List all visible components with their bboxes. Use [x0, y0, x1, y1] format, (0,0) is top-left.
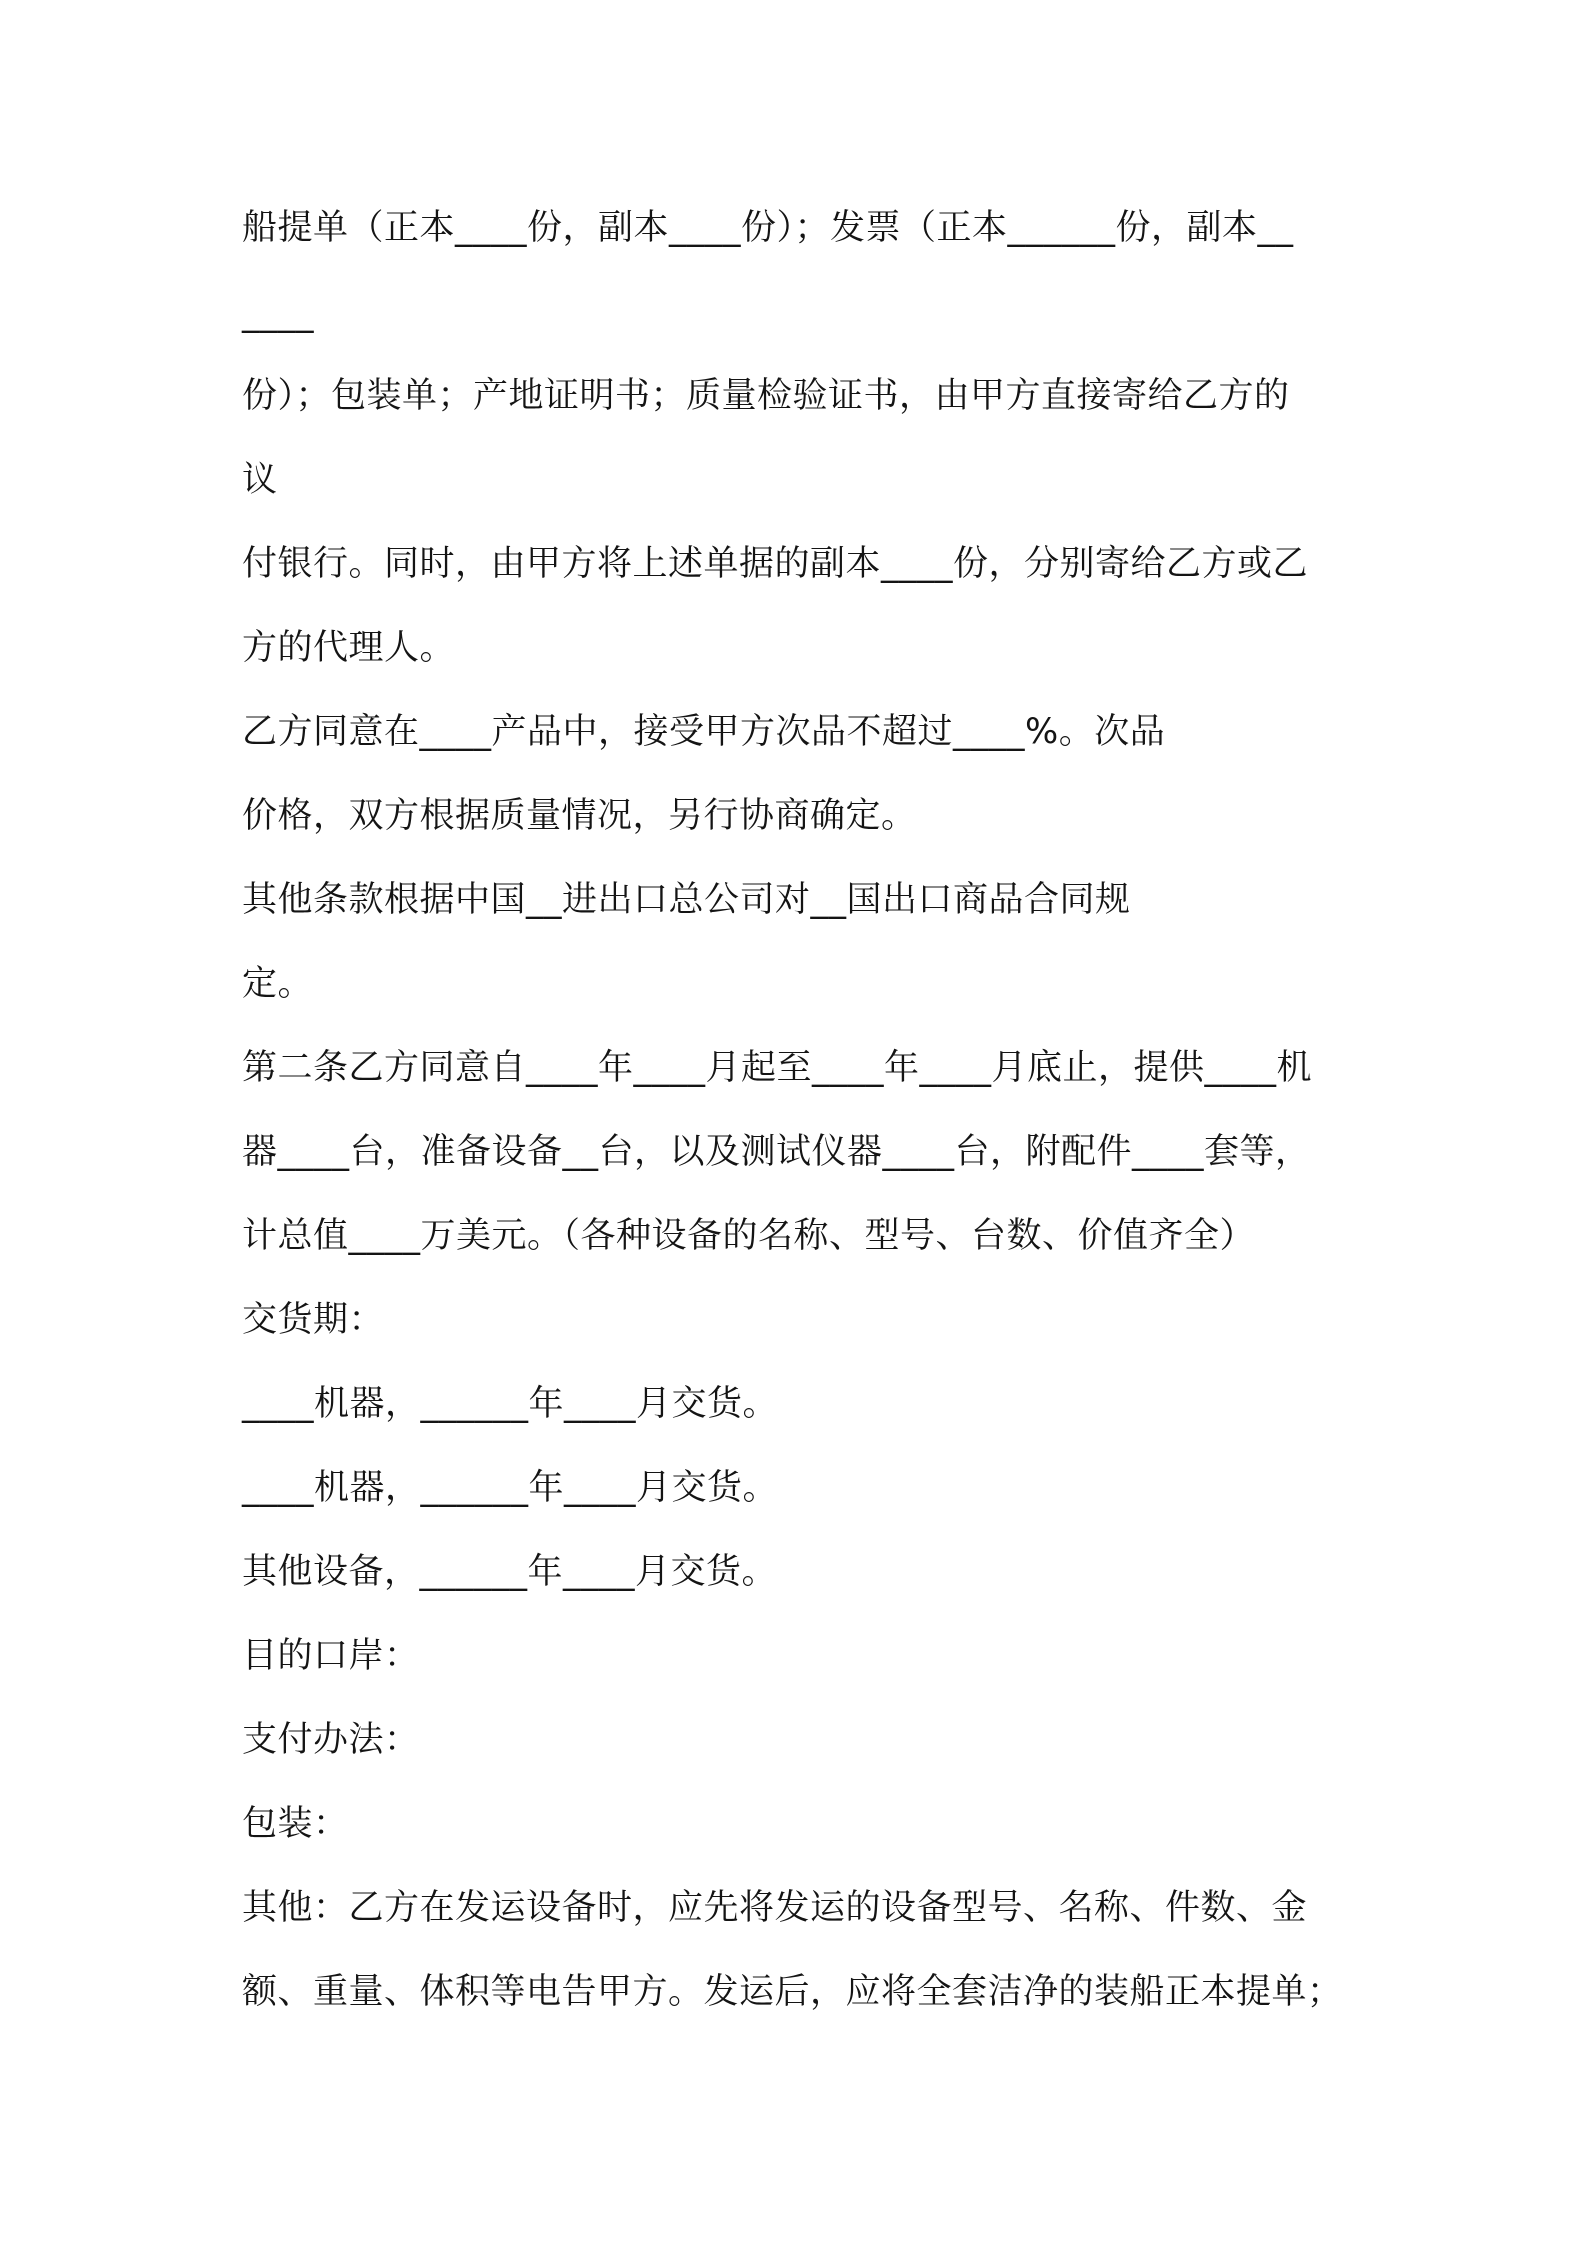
- text-line: 乙方同意在____产品中，接受甲方次品不超过____%。次品: [242, 712, 1166, 752]
- text-line: 议: [242, 460, 278, 500]
- text-line: 价格，双方根据质量情况，另行协商确定。: [242, 796, 917, 836]
- text-line: 其他设备，______年____月交货。: [242, 1552, 778, 1592]
- text-line: 定。: [242, 964, 314, 1004]
- text-line: 第二条乙方同意自____年____月起至____年____月底止，提供____机: [242, 1048, 1313, 1088]
- text-line: 其他条款根据中国__进出口总公司对__国出口商品合同规: [242, 880, 1131, 920]
- text-line: 目的口岸：: [242, 1636, 420, 1676]
- text-line: 包装：: [242, 1804, 349, 1844]
- text-line: 器____台，准备设备__台，以及测试仪器____台，附配件____套等，: [242, 1132, 1311, 1172]
- text-line: 船提单（正本____份，副本____份）；发票（正本______份，副本__: [242, 208, 1294, 248]
- text-line: ____机器，______年____月交货。: [242, 1468, 779, 1508]
- text-line: ____: [242, 294, 314, 334]
- text-line: 份）；包装单；产地证明书；质量检验证书，由甲方直接寄给乙方的: [242, 376, 1290, 416]
- text-line: 计总值____万美元。（各种设备的名称、型号、台数、价值齐全）: [242, 1216, 1256, 1256]
- text-line: 支付办法：: [242, 1720, 420, 1760]
- text-line: 额、重量、体积等电告甲方。发运后，应将全套洁净的装船正本提单；: [242, 1972, 1343, 2012]
- text-line: 交货期：: [242, 1300, 385, 1340]
- text-line: 付银行。同时，由甲方将上述单据的副本____份，分别寄给乙方或乙: [242, 544, 1309, 584]
- text-line: 方的代理人。: [242, 628, 456, 668]
- text-line: 其他：乙方在发运设备时，应先将发运的设备型号、名称、件数、金: [242, 1888, 1308, 1928]
- text-line: ____机器，______年____月交货。: [242, 1384, 779, 1424]
